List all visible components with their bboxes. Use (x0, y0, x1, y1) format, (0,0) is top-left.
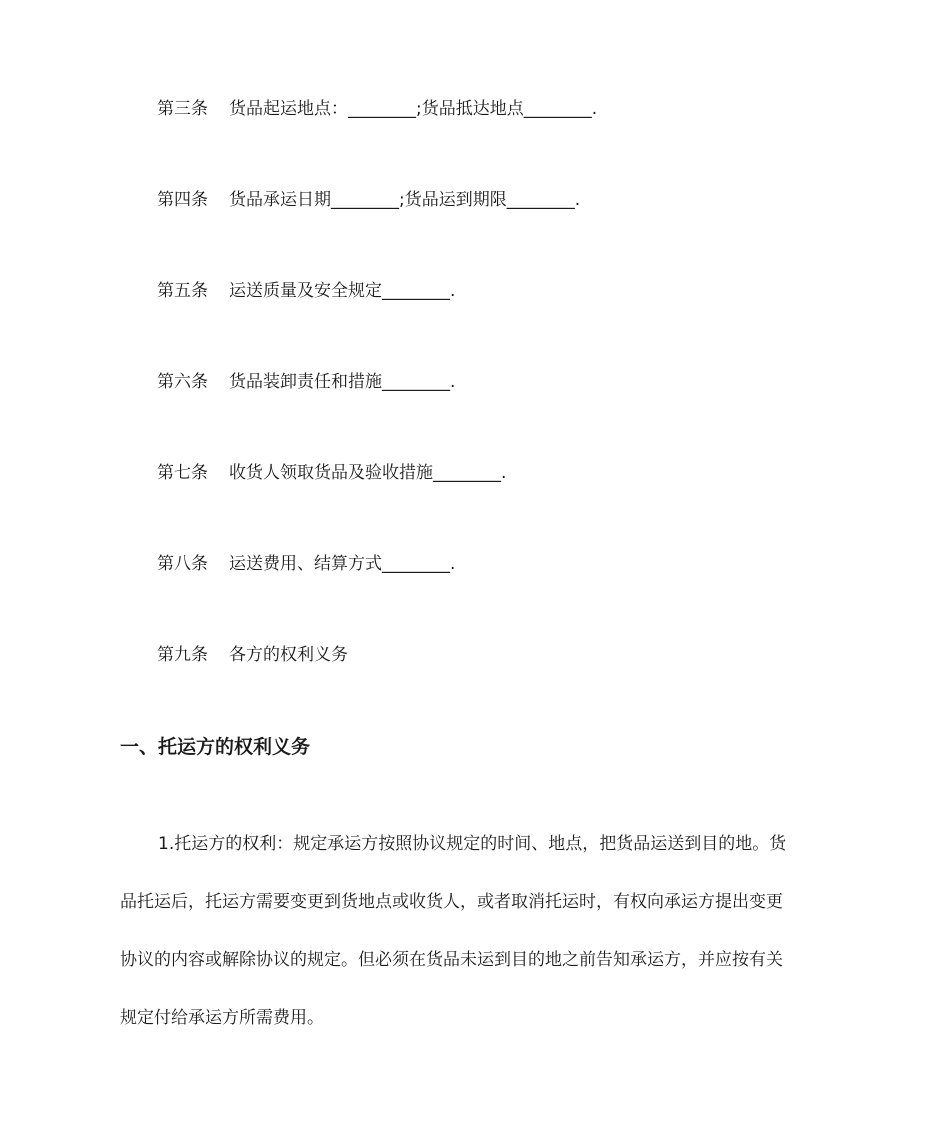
article-number: 第九条 (157, 645, 208, 665)
article-8 (157, 553, 455, 575)
article-text: 运送质量及安全规定________. (229, 281, 456, 301)
body-paragraph (120, 829, 832, 1061)
article-6 (157, 371, 455, 393)
article-number: 第五条 (157, 281, 208, 301)
article-4 (157, 189, 580, 211)
article-number: 第六条 (157, 372, 208, 392)
article-5 (157, 280, 455, 302)
article-number: 第四条 (157, 190, 208, 210)
article-text: 货品承运日期________;货品运到期限________. (229, 190, 581, 210)
section-heading: 一、托运方的权利义务 (120, 736, 311, 758)
paragraph-line: 协议的内容或解除协议的规定。但必须在货品未运到目的地之前告知承运方，并应按有关 (120, 950, 783, 970)
article-number: 第七条 (157, 463, 208, 483)
paragraph-line: 品托运后，托运方需要变更到货地点或收货人，或者取消托运时，有权向承运方提出变更 (120, 892, 783, 912)
article-7 (157, 462, 506, 484)
paragraph-line: 规定付给承运方所需费用。 (120, 1008, 324, 1028)
article-text: 货品装卸责任和措施________. (229, 372, 456, 392)
article-number: 第八条 (157, 554, 208, 574)
article-text: 收货人领取货品及验收措施________. (229, 463, 507, 483)
article-text: 运送费用、结算方式________. (229, 554, 456, 574)
article-text: 各方的权利义务 (229, 645, 348, 665)
article-number: 第三条 (157, 99, 208, 119)
article-9 (157, 644, 348, 666)
article-text: 货品起运地点：________;货品抵达地点________. (229, 99, 598, 119)
article-3 (157, 98, 597, 120)
paragraph-line: 1.托运方的权利：规定承运方按照协议规定的时间、地点，把货品运送到目的地。货 (158, 834, 787, 854)
